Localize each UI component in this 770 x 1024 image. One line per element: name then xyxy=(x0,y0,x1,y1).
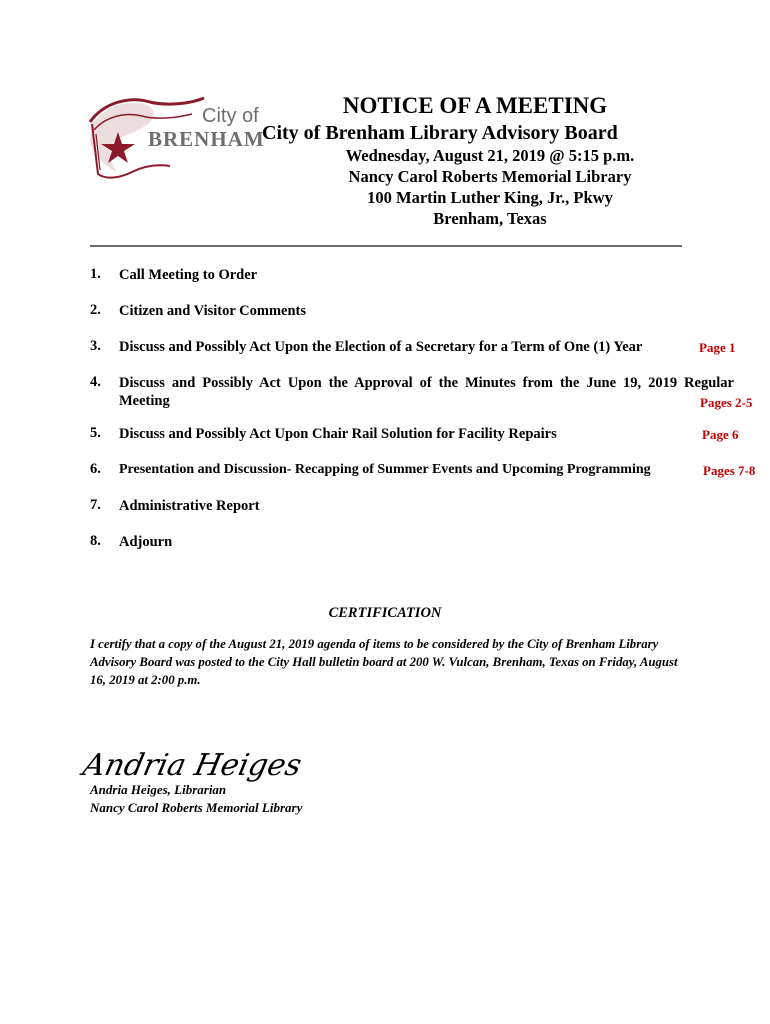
agenda-item-text: Presentation and Discussion- Recapping of Summer Events and Upcoming Programming xyxy=(119,462,651,477)
signer-library: Nancy Carol Roberts Memorial Library xyxy=(90,800,303,815)
meeting-city: Brenham, Texas xyxy=(433,209,547,228)
signature-text: Andria Heiges xyxy=(79,748,305,783)
meeting-datetime: Wednesday, August 21, 2019 @ 5:15 p.m. xyxy=(345,146,635,165)
agenda-item xyxy=(90,338,760,374)
page-title: NOTICE OF A MEETING xyxy=(342,93,608,118)
agenda-item xyxy=(90,533,760,569)
agenda-item-page-ref: Pages 2-5 xyxy=(700,395,753,410)
agenda-item-text: Adjourn xyxy=(119,534,173,550)
signer-name-title: Andria Heiges, Librarian xyxy=(90,782,227,797)
agenda-item-page-ref: Pages 7-8 xyxy=(703,463,756,478)
certification-heading-text: CERTIFICATION xyxy=(328,605,442,621)
agenda-list xyxy=(90,266,760,569)
agenda-item xyxy=(90,374,760,425)
signer-block xyxy=(90,781,302,817)
agenda-item-number: 4. xyxy=(90,374,101,390)
meeting-header xyxy=(262,92,688,229)
agenda-item-number: 2. xyxy=(90,302,101,318)
agenda-item-text: Call Meeting to Order xyxy=(119,267,258,283)
handwritten-signature xyxy=(79,735,305,785)
agenda-item-number: 1. xyxy=(90,266,101,282)
certification-heading xyxy=(0,605,770,622)
agenda-item-number: 7. xyxy=(90,497,101,513)
agenda-item xyxy=(90,461,760,497)
agenda-item-text: Discuss and Possibly Act Upon Chair Rail Solution for Facility Repairs xyxy=(119,426,557,442)
certification-text: I certify that a copy of the August 21, 2019 agenda of items to be considered by the City of Brenham Library Advisory Board was posted to the City Hall bulletin board at 200 W. Vulcan, Brenham, Texas on Friday, August 16, 2019 at 2:00 p.m. xyxy=(90,637,678,687)
logo-city-of-text: City of xyxy=(202,105,259,127)
city-of-brenham-logo xyxy=(86,94,264,190)
agenda-item-number: 6. xyxy=(90,461,101,477)
agenda-item-text: Discuss and Possibly Act Upon the Approval of the Minutes from the June 19, 2019 Regular Meeting xyxy=(119,375,734,409)
agenda-item-number: 5. xyxy=(90,425,101,441)
agenda-item-text: Administrative Report xyxy=(119,498,260,514)
board-name: City of Brenham Library Advisory Board xyxy=(262,122,618,144)
agenda-item-page-ref: Page 6 xyxy=(702,427,739,442)
agenda-item-text: Discuss and Possibly Act Upon the Election of a Secretary for a Term of One (1) Year xyxy=(119,339,643,355)
meeting-location: Nancy Carol Roberts Memorial Library xyxy=(348,167,632,186)
agenda-item-number: 8. xyxy=(90,533,101,549)
header-divider xyxy=(90,245,682,247)
agenda-item-page-ref: Page 1 xyxy=(699,340,736,355)
agenda-item xyxy=(90,302,760,338)
agenda-item xyxy=(90,266,760,302)
agenda-item xyxy=(90,497,760,533)
meeting-address: 100 Martin Luther King, Jr., Pkwy xyxy=(367,188,613,207)
agenda-item-text: Citizen and Visitor Comments xyxy=(119,303,307,319)
logo-brenham-text: BRENHAM xyxy=(148,127,265,151)
agenda-item xyxy=(90,425,760,461)
agenda-item-number: 3. xyxy=(90,338,101,354)
